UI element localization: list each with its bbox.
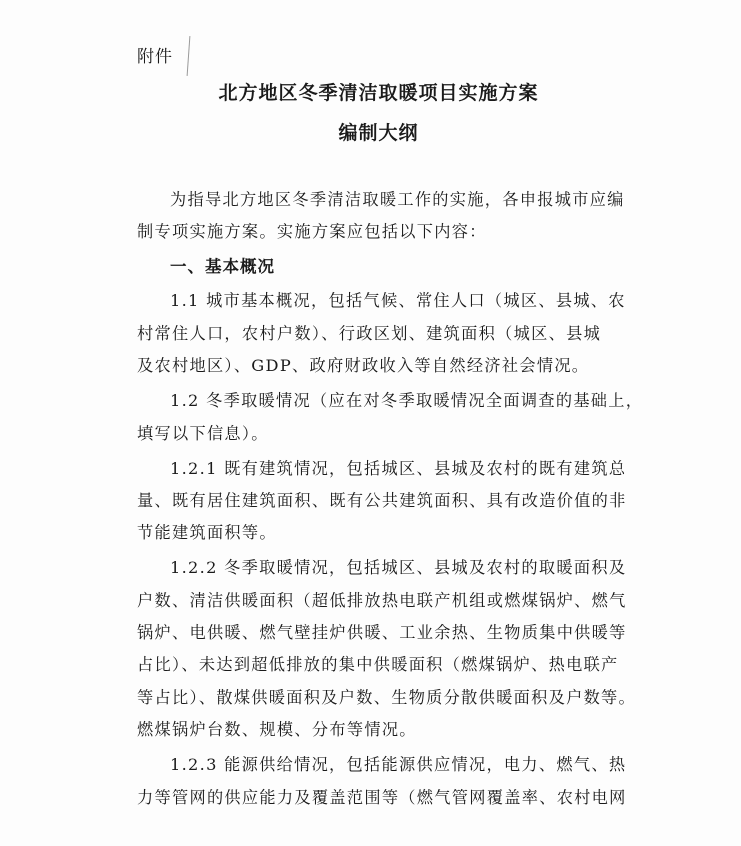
- document-title: 北方地区冬季清洁取暖项目实施方案: [218, 82, 539, 104]
- paragraph-line: 1.2.2 冬季取暖情况，包括城区、县城及农村的取暖面积及: [170, 558, 627, 577]
- paragraph-line: 力等管网的供应能力及覆盖范围等（燃气管网覆盖率、农村电网: [137, 788, 627, 807]
- paragraph-line: 1.2 冬季取暖情况（应在对冬季取暖情况全面调查的基础上，: [170, 391, 644, 410]
- pen-mark: [187, 36, 191, 76]
- paragraph-line: 燃煤锅炉台数、规模、分布等情况。: [137, 720, 417, 739]
- paragraph-line: 制专项实施方案。实施方案应包括以下内容：: [137, 222, 487, 241]
- document-subtitle: 编制大纲: [338, 122, 419, 144]
- attachment-label: 附件: [137, 47, 173, 67]
- paragraph-line: 1.2.1 既有建筑情况，包括城区、县城及农村的既有建筑总: [170, 459, 627, 478]
- paragraph-line: 户数、清洁供暖面积（超低排放热电联产机组或燃煤锅炉、燃气: [137, 591, 627, 610]
- paragraph-line: 等占比）、散煤供暖面积及户数、生物质分散供暖面积及户数等。: [137, 688, 637, 707]
- paragraph-line: 节能建筑面积等。: [137, 523, 277, 542]
- paragraph-line: 及农村地区）、GDP、政府财政收入等自然经济社会情况。: [137, 356, 590, 375]
- section-heading: 一、基本概况: [170, 257, 275, 276]
- paragraph-line: 量、既有居住建筑面积、既有公共建筑面积、具有改造价值的非: [137, 491, 627, 510]
- paragraph-line: 1.1 城市基本概况，包括气候、常住人口（城区、县城、农: [170, 291, 626, 310]
- paragraph-line: 锅炉、电供暖、燃气壁挂炉供暖、工业余热、生物质集中供暖等: [137, 623, 627, 642]
- paragraph-line: 村常住人口，农村户数）、行政区划、建筑面积（城区、县城: [137, 324, 602, 343]
- paragraph-line: 1.2.3 能源供给情况，包括能源供应情况，电力、燃气、热: [170, 755, 627, 774]
- paragraph-line: 占比）、未达到超低排放的集中供暖面积（燃煤锅炉、热电联产: [137, 655, 619, 674]
- paragraph-line: 为指导北方地区冬季清洁取暖工作的实施，各申报城市应编: [170, 190, 625, 209]
- paragraph-line: 填写以下信息）。: [137, 424, 269, 443]
